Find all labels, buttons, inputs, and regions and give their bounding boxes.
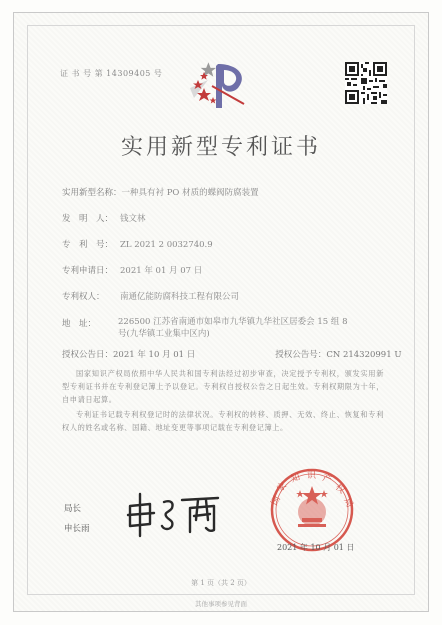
grant-date-value: 2021 年 10 月 01 日 (113, 350, 196, 360)
inventor-label: 发 明 人： (62, 214, 114, 224)
patent-number-row (62, 238, 213, 250)
svg-text:知: 知 (289, 472, 302, 485)
grant-date-label: 授权公告日： (62, 350, 114, 360)
body-paragraph-2: 专利证书记载专利权登记时的法律状况。专利权的转移、质押、无效、终止、恢复和专利权人的姓名或名称、国籍、地址变更等事项记载在专利登记簿上。 (62, 410, 384, 432)
svg-text:国: 国 (269, 494, 283, 508)
grant-number-label: 授权公告号： (275, 350, 327, 360)
certificate-title: 实用新型专利证书 (120, 135, 321, 160)
filing-date-label: 专利申请日： (62, 266, 114, 276)
inventor-row (62, 212, 146, 224)
patent-number-value: ZL 2021 2 0032740.9 (120, 240, 213, 250)
director-title: 局长 (64, 504, 82, 514)
grant-row (62, 348, 402, 360)
grant-number-value: CN 214320991 U (326, 350, 402, 360)
svg-text:局: 局 (341, 496, 355, 510)
director-name: 申长雨 (64, 524, 90, 534)
patentee-value: 南通亿能防腐科技工程有限公司 (120, 292, 240, 302)
inventor-value: 钱文林 (120, 214, 146, 224)
page-number: 第 1 页（共 2 页） (191, 579, 251, 587)
patentee-row (62, 290, 239, 302)
cnipa-logo-icon (182, 58, 254, 112)
utility-name-label: 实用新型名称： (62, 188, 122, 198)
svg-text:权: 权 (333, 482, 347, 497)
address-value: 226500 江苏省南通市如皋市九华镇九华社区居委会 15 组 8 号(九华镇工业集中区内) (118, 317, 348, 339)
patentee-label: 专利权人： (62, 292, 105, 302)
seal-date: 2021 年 10 月 01 日 (277, 543, 355, 552)
filing-date-row (62, 264, 202, 276)
filing-date-value: 2021 年 01 月 07 日 (120, 266, 203, 276)
svg-text:识: 识 (307, 471, 317, 481)
utility-name-value: 一种具有衬 PO 材质的蝶阀防腐装置 (121, 188, 259, 198)
address-label: 地 址： (62, 319, 97, 329)
svg-text:产: 产 (321, 473, 333, 486)
patent-number-label: 专 利 号： (62, 240, 114, 250)
signature-image (120, 490, 230, 540)
address-label-row (62, 317, 114, 329)
body-paragraph-1: 国家知识产权局依照中华人民共和国专利法经过初步审查，决定授予专利权，颁发实用新型专利证书并在专利登记簿上予以登记。专利权自授权公告之日起生效。专利权期限为十年，自申请日起算。 (62, 369, 384, 404)
footer-note: 其他事项参见背面 (195, 600, 247, 608)
svg-text:家: 家 (275, 480, 289, 495)
qr-code-icon (345, 62, 387, 104)
utility-name-row (62, 186, 259, 198)
certificate-number: 证 书 号 第 14309405 号 (60, 69, 163, 78)
